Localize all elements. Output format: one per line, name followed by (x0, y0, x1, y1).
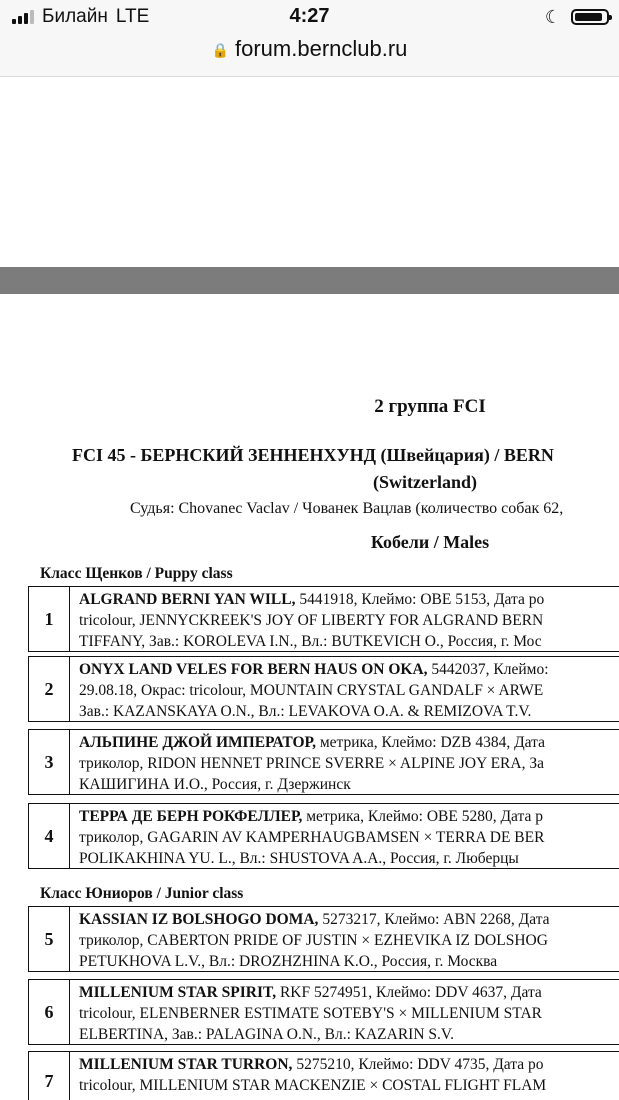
entry-line-3: Зав.: KAZANSKAYA O.N., Вл.: LEVAKOVA O.A. & REMIZOVA T.V. (79, 703, 532, 720)
entry-line-3: PETUKHOVA L.V., Вл.: DROZHZHINA K.O., Россия, г. Москва (79, 953, 498, 970)
entry-number: 2 (29, 657, 70, 721)
battery-icon (571, 9, 609, 25)
moon-icon: ☾ (544, 7, 561, 27)
url-text[interactable]: forum.bernclub.ru (235, 36, 408, 61)
entry-line-1: 5442037, Клеймо: (427, 661, 549, 678)
entry-line-3: КАШИГИНА И.О., Россия, г. Дзержинск (79, 776, 351, 793)
entry-info (70, 587, 544, 651)
entry-number: 5 (29, 907, 70, 971)
breed-title: FCI 45 - БЕРНСКИЙ ЗЕННЕНХУНД (Швейцария) / BERN (72, 445, 554, 465)
entry-line-2: tricolour, MILLENIUM STAR MACKENZIE × COSTAL FLIGHT FLAM (79, 1077, 547, 1094)
entry-info (70, 907, 550, 971)
entry-line-1: 5275210, Клеймо: DDV 4735, Дата ро (292, 1056, 544, 1073)
group-title: 2 группа FCI (374, 396, 486, 417)
table-row (28, 729, 619, 795)
dog-name: ONYX LAND VELES FOR BERN HAUS ON OKA, (79, 661, 428, 678)
entry-line-2: tricolour, JENNYCKREEK'S JOY OF LIBERTY FOR ALGRAND BERN (79, 612, 544, 629)
entry-number: 4 (29, 804, 70, 868)
table-row (28, 803, 619, 869)
entry-line-2: триколор, CABERTON PRIDE OF JUSTIN × EZHEVIKA IZ DOLSHOG (79, 932, 548, 949)
breed-title-country: (Switzerland) (373, 472, 477, 492)
table-row (28, 906, 619, 972)
class-title-puppy: Класс Щенков / Puppy class (40, 565, 233, 582)
entry-info (70, 657, 549, 721)
entry-info (70, 730, 545, 794)
entry-line-2: триколор, GAGARIN AV KAMPERHAUGBAMSEN × TERRA DE BER (79, 829, 545, 846)
table-row (28, 586, 619, 652)
entry-line-1: метрика, Клеймо: DZB 4384, Дата (315, 734, 545, 751)
entry-number: 7 (29, 1052, 70, 1100)
lock-icon: 🔒 (211, 41, 229, 58)
entry-line-3: POLIKAKHINA YU. L., Вл.: SHUSTOVA A.A., Россия, г. Люберцы (79, 850, 519, 867)
dog-name: MILLENIUM STAR TURRON, (79, 1056, 293, 1073)
entry-line-2: tricolour, ELENBERNER ESTIMATE SOTEBY'S × MILLENIUM STAR (79, 1005, 543, 1022)
entry-info (70, 1052, 546, 1100)
address-bar[interactable] (0, 36, 619, 62)
image-placeholder-bar (0, 267, 619, 294)
network-type: LTE (115, 6, 150, 27)
table-row (28, 1051, 619, 1100)
dog-name: АЛЬПИНЕ ДЖОЙ ИМПЕРАТОР, (79, 734, 316, 751)
entry-line-1: метрика, Клеймо: OBE 5280, Дата р (302, 808, 544, 825)
dog-name: MILLENIUM STAR SPIRIT, (79, 984, 277, 1001)
table-row (28, 979, 619, 1045)
judge-line: Судья: Chovanec Vaclav / Чованек Вацлав (количество собак 62, (130, 500, 564, 517)
entry-info (70, 980, 542, 1044)
entry-line-2: триколор, RIDON HENNET PRINCE SVERRE × ALPINE JOY ERA, За (79, 755, 544, 772)
entry-line-2: 29.08.18, Окрас: tricolour, MOUNTAIN CRYSTAL GANDALF × ARWE (79, 682, 544, 699)
entry-number: 3 (29, 730, 70, 794)
dog-name: ALGRAND BERNI YAN WILL, (79, 591, 296, 608)
entry-line-3: TIFFANY, Зав.: KOROLEVA I.N., Вл.: BUTKEVICH O., Россия, г. Мос (79, 633, 542, 650)
class-title-junior: Класс Юниоров / Junior class (40, 885, 244, 902)
carrier-name: Билайн (42, 6, 108, 27)
entry-line-3: ELBERTINA, Зав.: PALAGINA O.N., Вл.: KAZARIN S.V. (79, 1026, 454, 1043)
entry-info (70, 804, 544, 868)
entry-line-1: 5273217, Клеймо: ABN 2268, Дата (318, 911, 550, 928)
entry-number: 1 (29, 587, 70, 651)
dog-name: KASSIAN IZ BOLSHOGO DOMA, (79, 911, 319, 928)
sex-heading: Кобели / Males (370, 532, 490, 552)
entry-line-1: RKF 5274951, Клеймо: DDV 4637, Дата (276, 984, 542, 1001)
status-time: 4:27 (289, 5, 330, 27)
entry-number: 6 (29, 980, 70, 1044)
table-row (28, 656, 619, 722)
status-icons (545, 8, 609, 26)
dog-name: ТЕРРА ДЕ БЕРН РОКФЕЛЛЕР, (79, 808, 303, 825)
status-bar (0, 0, 619, 77)
entry-line-1: 5441918, Клеймо: OBE 5153, Дата ро (295, 591, 545, 608)
